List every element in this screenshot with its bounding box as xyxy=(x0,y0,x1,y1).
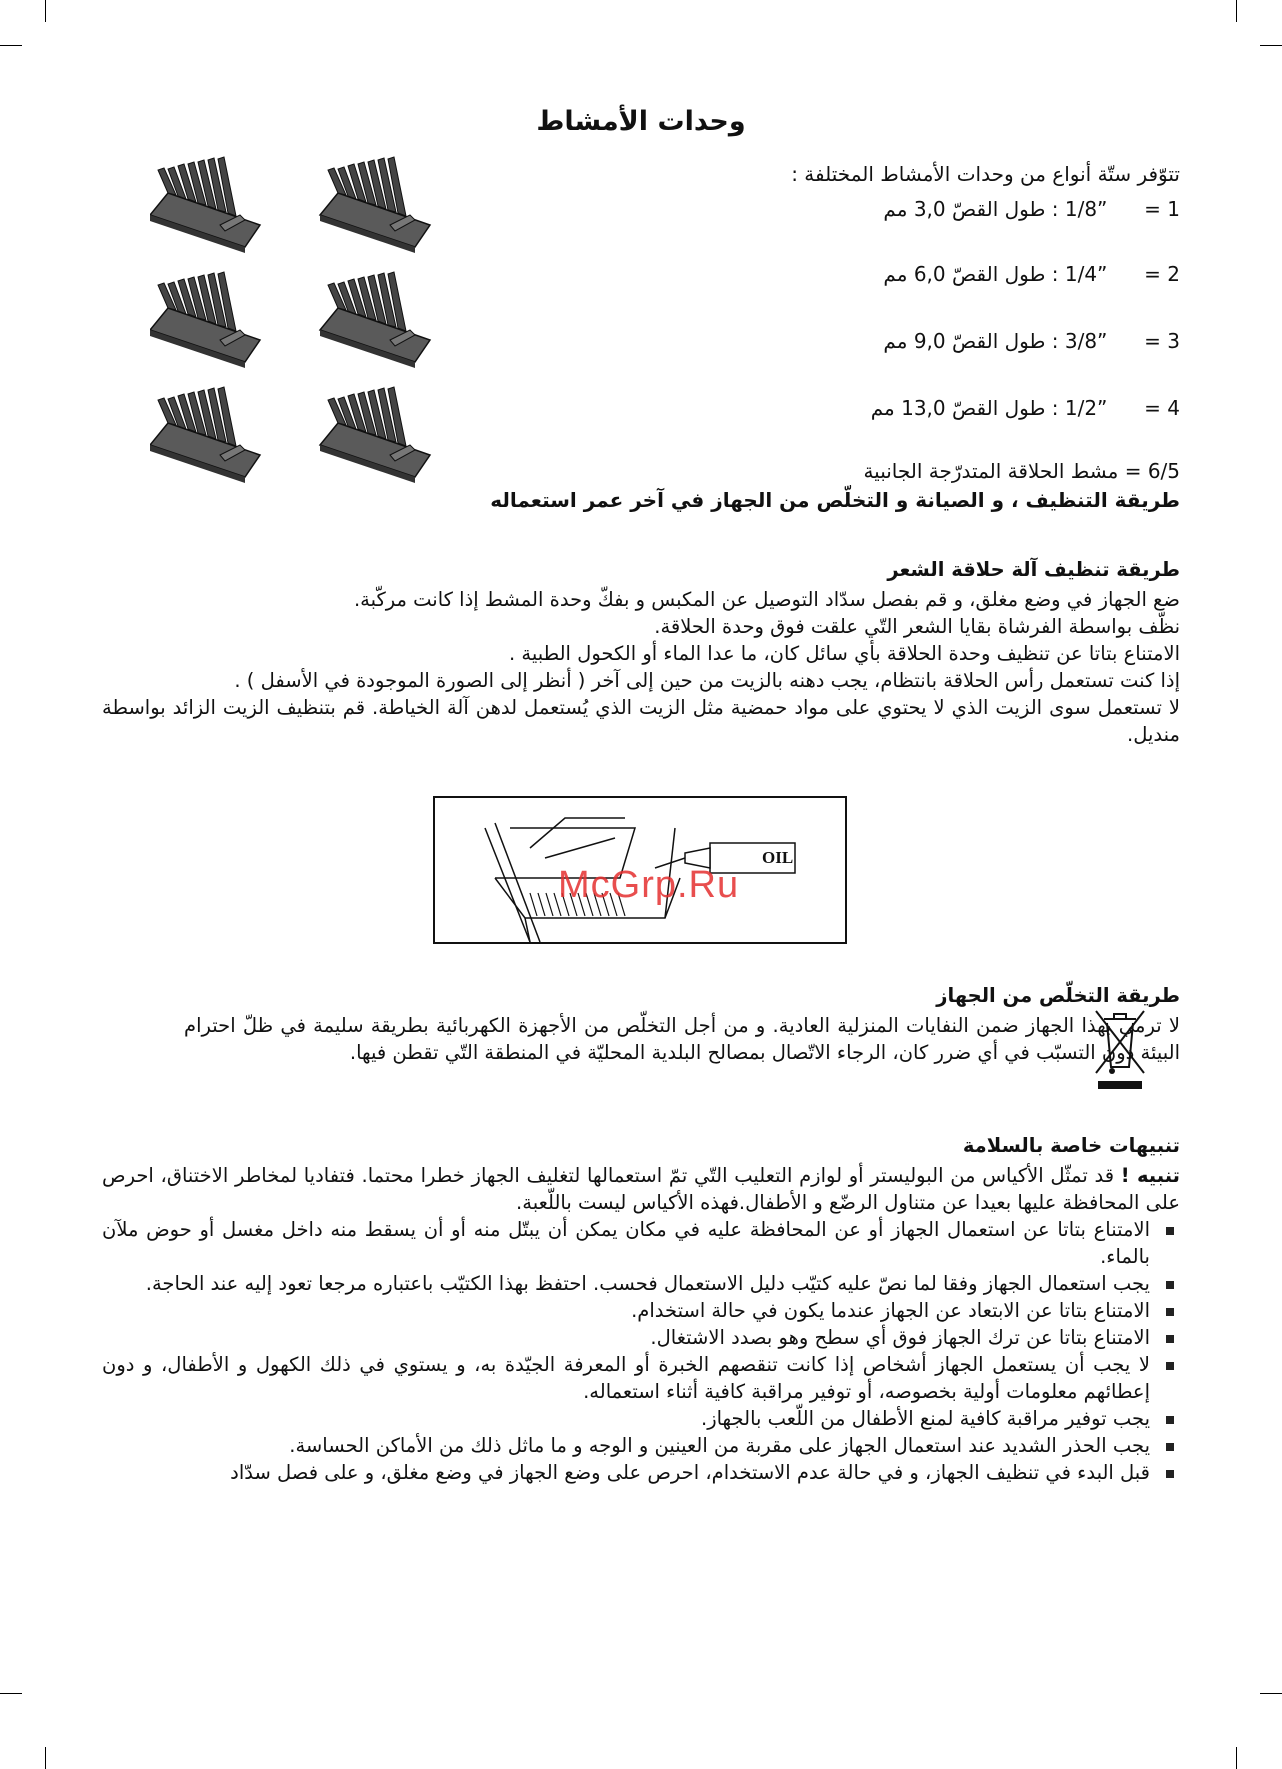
weee-bin-icon xyxy=(1090,1005,1150,1095)
maintenance-heading: طريقة التنظيف ، و الصيانة و التخلّص من الجهاز في آخر عمر استعماله xyxy=(490,488,1180,512)
comb-2 xyxy=(320,157,430,253)
comb-num: 2 = xyxy=(1144,262,1180,286)
disposal-heading: طريقة التخلّص من الجهاز xyxy=(936,984,1180,1007)
cleaning-line: الامتناع بتاتا عن تنظيف وحدة الحلاقة بأي سائل كان، ما عدا الماء أو الكحول الطبية . xyxy=(509,642,1180,665)
side-comb-spec: 6/5 = مشط الحلاقة المتدرّجة الجانبية xyxy=(863,459,1180,483)
safety-heading: تنبيهات خاصة بالسلامة xyxy=(962,1134,1180,1157)
safety-item: الامتناع بتاتا عن استعمال الجهاز أو عن المحافظة عليه في مكان يمكن أن يبتّل منه أو أن يسقط منه داخل مغسل أو حوض ملآن بالماء. xyxy=(102,1216,1180,1270)
comb-length: : طول القصّ 3,0 مم xyxy=(883,197,1059,221)
comb-length: : طول القصّ 9,0 مم xyxy=(883,329,1059,353)
cleaning-line: لا تستعمل سوى الزيت الذي لا يحتوي على مواد حمضية مثل الزيت الذي يُستعمل لدهن آلة الخياطة. قم بتنظيف الزيت الزائد بواسطة منديل. xyxy=(102,696,1180,746)
comb-length: : طول القصّ 13,0 مم xyxy=(870,396,1059,420)
crop-mark xyxy=(0,1693,22,1694)
comb-spec-1 xyxy=(883,197,1180,221)
comb-attachments-illustration xyxy=(150,155,480,510)
comb-3 xyxy=(150,272,260,368)
watermark: McGrp.Ru xyxy=(558,864,740,906)
comb-1 xyxy=(150,157,260,253)
comb-spec-4 xyxy=(871,396,1180,420)
cleaning-section xyxy=(102,556,1180,748)
safety-item: الامتناع بتاتا عن الابتعاد عن الجهاز عندما يكون في حالة استخدام. xyxy=(102,1297,1180,1324)
crop-mark xyxy=(45,0,46,22)
crop-mark xyxy=(45,1747,46,1769)
cleaning-heading: طريقة تنظيف آلة حلاقة الشعر xyxy=(887,558,1180,581)
disposal-section xyxy=(102,982,1180,1066)
combs-intro: تتوّفر ستّة أنواع من وحدات الأمشاط المختلفة : xyxy=(791,162,1180,186)
crop-mark xyxy=(0,45,22,46)
comb-num: 3 = xyxy=(1144,329,1180,353)
cleaning-line: نظّف بواسطة الفرشاة بقايا الشعر التّي علقت فوق وحدة الحلاقة. xyxy=(654,615,1180,638)
comb-num: 4 = xyxy=(1144,396,1180,420)
safety-item: يجب الحذر الشديد عند استعمال الجهاز على مقربة من العينين و الوجه و ما ماثل ذلك من الأماكن الحساسة. xyxy=(102,1432,1180,1459)
safety-section xyxy=(102,1132,1180,1486)
comb-6 xyxy=(320,387,430,483)
safety-item: لا يجب أن يستعمل الجهاز أشخاص إذا كانت تنقصهم الخبرة أو المعرفة الجيّدة به، و يستوي في ذلك الكهول و الأطفال، و دون إعطائهم معلومات أولية بخصوصه، أو توفير مراقبة كافية أثناء استعماله. xyxy=(102,1351,1180,1405)
crop-mark xyxy=(1236,1747,1237,1769)
crop-mark xyxy=(1260,1693,1282,1694)
warning-text: قد تمثّل الأكياس من البوليستر أو لوازم التعليب التّي تمّ استعمالها لتغليف الجهاز خطرا محتما. فتفاديا لمخاطر الاختناق، احرص على المحافظة عليها بعيدا عن متناول الرضّع و الأطفال.فهذه الأكياس ليست باللّعبة. xyxy=(102,1164,1180,1214)
safety-item: يجب توفير مراقبة كافية لمنع الأطفال من اللّعب بالجهاز. xyxy=(102,1405,1180,1432)
comb-size: 1/8” xyxy=(1064,197,1108,221)
comb-size: 3/8” xyxy=(1064,329,1108,353)
warning-paragraph xyxy=(102,1162,1180,1216)
warning-label: تنبيه ! xyxy=(1120,1164,1181,1187)
cleaning-line: ضع الجهاز في وضع مغلق، و قم بفصل سدّاد التوصيل عن المكبس و بفكّ وحدة المشط إذا كانت مركّبة. xyxy=(353,588,1180,611)
comb-spec-3 xyxy=(883,329,1180,353)
disposal-text: لا ترمي بهذا الجهاز ضمن النفايات المنزلية العادية. و من أجل التخلّص من الأجهزة الكهربائية بطريقة سليمة في ظلّ احترام البيئة دون التسبّب في أي ضرر كان، الرجاء الاتّصال بمصالح البلدية المحليّة في المنطقة التّي تقطن فيها. xyxy=(184,1014,1180,1064)
comb-4 xyxy=(320,272,430,368)
safety-list xyxy=(102,1216,1180,1486)
comb-length: : طول القصّ 6,0 مم xyxy=(883,262,1059,286)
comb-size: 1/4” xyxy=(1064,262,1108,286)
comb-num: 1 = xyxy=(1144,197,1180,221)
crop-mark xyxy=(1260,45,1282,46)
comb-size: 1/2” xyxy=(1064,396,1108,420)
cleaning-line: إذا كنت تستعمل رأس الحلاقة بانتظام، يجب دهنه بالزيت من حين إلى آخر ( أنظر إلى الصورة الموجودة في الأسفل ) . xyxy=(234,669,1180,692)
safety-item: الامتناع بتاتا عن ترك الجهاز فوق أي سطح وهو بصدد الاشتغال. xyxy=(102,1324,1180,1351)
safety-item: قبل البدء في تنظيف الجهاز، و في حالة عدم الاستخدام، احرص على وضع الجهاز في وضع مغلق، و على فصل سدّاد xyxy=(102,1459,1180,1486)
comb-spec-2 xyxy=(883,262,1180,286)
oil-label: OIL xyxy=(762,848,794,867)
crop-mark xyxy=(1236,0,1237,22)
comb-5 xyxy=(150,387,260,483)
page-title: وحدات الأمشاط xyxy=(536,106,746,137)
safety-item: يجب استعمال الجهاز وفقا لما نصّ عليه كتيّب دليل الاستعمال فحسب. احتفظ بهذا الكتيّب باعتباره مرجعا تعود إليه عند الحاجة. xyxy=(102,1270,1180,1297)
